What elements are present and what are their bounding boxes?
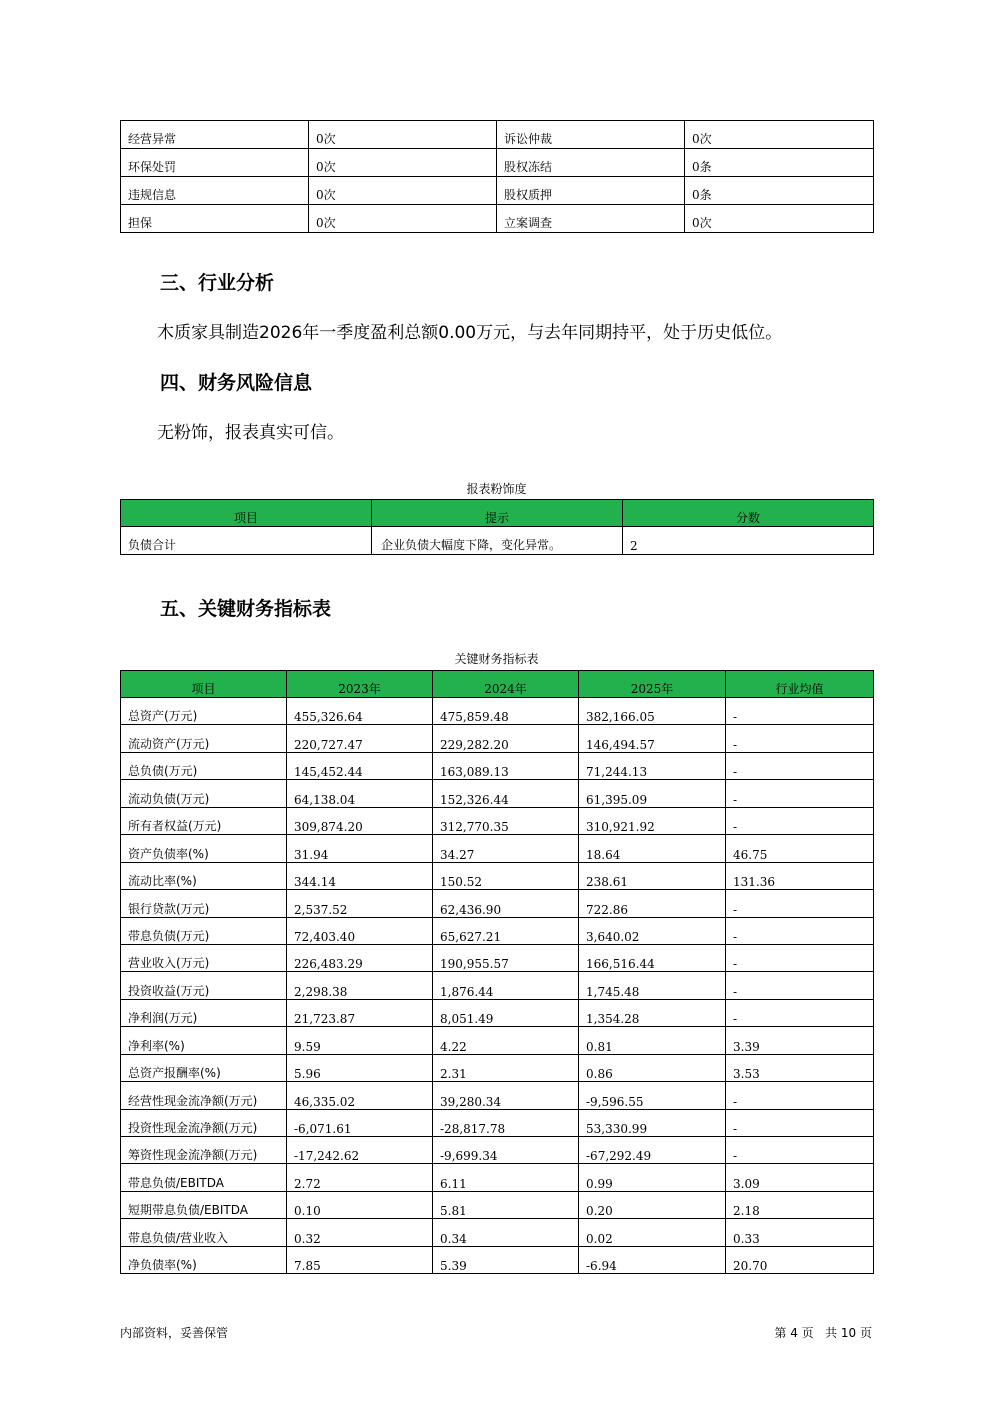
table-cell: 53,330.99 (579, 1109, 726, 1136)
table-cell: 229,282.20 (433, 725, 579, 752)
header-row (121, 500, 874, 527)
table-cell: 担保 (121, 205, 309, 233)
table-cell: 违规信息 (121, 177, 309, 205)
table-cell: 475,859.48 (433, 698, 579, 725)
table-cell: 152,326.44 (433, 780, 579, 807)
table-cell: - (726, 752, 874, 779)
table-cell: 34.27 (433, 835, 579, 862)
table-cell: -9,699.34 (433, 1137, 579, 1164)
table-cell: 7.85 (287, 1246, 433, 1273)
table-cell: 营业收入(万元) (121, 944, 287, 971)
table-row (121, 205, 874, 233)
table-cell: 1,745.48 (579, 972, 726, 999)
table-cell: - (726, 807, 874, 834)
table-cell: 1,876.44 (433, 972, 579, 999)
table-cell: 166,516.44 (579, 944, 726, 971)
table-row (121, 862, 874, 889)
table-cell: 190,955.57 (433, 944, 579, 971)
table-cell: 722.86 (579, 890, 726, 917)
table-cell: 1,354.28 (579, 999, 726, 1026)
table-cell: - (726, 944, 874, 971)
table-cell: -9,596.55 (579, 1082, 726, 1109)
table-cell: 238.61 (579, 862, 726, 889)
table-cell: 总资产报酬率(%) (121, 1054, 287, 1081)
table-cell: 带息负债/EBITDA (121, 1164, 287, 1191)
table-cell: 5.81 (433, 1191, 579, 1218)
table-cell: 立案调查 (497, 205, 685, 233)
table-cell: 净利率(%) (121, 1027, 287, 1054)
column-header: 行业均值 (726, 671, 874, 698)
table-cell: 0.99 (579, 1164, 726, 1191)
table-row (121, 698, 874, 725)
table-cell: -6,071.61 (287, 1109, 433, 1136)
table-cell: 344.14 (287, 862, 433, 889)
table-cell: 226,483.29 (287, 944, 433, 971)
table-cell: -67,292.49 (579, 1137, 726, 1164)
table-cell: 31.94 (287, 835, 433, 862)
table-cell: 455,326.64 (287, 698, 433, 725)
table-cell: 0.34 (433, 1219, 579, 1246)
table-cell: 150.52 (433, 862, 579, 889)
table-cell: 309,874.20 (287, 807, 433, 834)
table-cell: 0.10 (287, 1191, 433, 1218)
table-cell: 负债合计 (121, 527, 372, 555)
table-row (121, 1082, 874, 1109)
table-cell: 18.64 (579, 835, 726, 862)
table-cell: 总负债(万元) (121, 752, 287, 779)
table-cell: 220,727.47 (287, 725, 433, 752)
section4-heading: 四、财务风险信息 (160, 372, 313, 394)
key-financial-table (120, 670, 874, 1274)
table-cell: 0次 (685, 121, 874, 149)
table-cell: 2.18 (726, 1191, 874, 1218)
section4-text: 无粉饰，报表真实可信。 (157, 423, 344, 443)
table-cell: 145,452.44 (287, 752, 433, 779)
table-cell: 2.72 (287, 1164, 433, 1191)
table-cell: 3.53 (726, 1054, 874, 1081)
table-cell: 163,089.13 (433, 752, 579, 779)
table-cell: - (726, 972, 874, 999)
table-cell: 4.22 (433, 1027, 579, 1054)
table-cell: 3.09 (726, 1164, 874, 1191)
table-cell: 0.02 (579, 1219, 726, 1246)
table-cell: - (726, 890, 874, 917)
table-row (121, 835, 874, 862)
section3-text: 木质家具制造2026年一季度盈利总额0.00万元，与去年同期持平，处于历史低位。 (157, 323, 783, 343)
table-row (121, 1109, 874, 1136)
table-cell: 5.39 (433, 1246, 579, 1273)
table-cell: 310,921.92 (579, 807, 726, 834)
table-cell: 62,436.90 (433, 890, 579, 917)
table-row (121, 1137, 874, 1164)
table-cell: 带息负债/营业收入 (121, 1219, 287, 1246)
table-cell: 0条 (685, 177, 874, 205)
table-row (121, 780, 874, 807)
table-cell: 6.11 (433, 1164, 579, 1191)
table-cell: 39,280.34 (433, 1082, 579, 1109)
table-cell: 71,244.13 (579, 752, 726, 779)
table-row (121, 1191, 874, 1218)
table-cell: 银行贷款(万元) (121, 890, 287, 917)
risk-info-table (120, 120, 874, 233)
table-cell: -6.94 (579, 1246, 726, 1273)
page-number: 第 4 页 共 10 页 (774, 1326, 872, 1340)
fraud-table-caption: 报表粉饰度 (466, 482, 527, 496)
table-cell: 20.70 (726, 1246, 874, 1273)
column-header: 分数 (623, 500, 874, 527)
column-header: 2024年 (433, 671, 579, 698)
table-cell: 61,395.09 (579, 780, 726, 807)
table-cell: 2.31 (433, 1054, 579, 1081)
table-row (121, 890, 874, 917)
table-cell: 投资性现金流净额(万元) (121, 1109, 287, 1136)
table-cell: 企业负债大幅度下降，变化异常。 (372, 527, 623, 555)
table-row (121, 1027, 874, 1054)
table-cell: - (726, 1082, 874, 1109)
footer-note: 内部资料，妥善保管 (120, 1326, 229, 1340)
table-cell: 131.36 (726, 862, 874, 889)
table-cell: - (726, 917, 874, 944)
table-cell: 0.20 (579, 1191, 726, 1218)
table-row (121, 972, 874, 999)
table-cell: 0.33 (726, 1219, 874, 1246)
table-cell: 3,640.02 (579, 917, 726, 944)
table-row (121, 944, 874, 971)
column-header: 2023年 (287, 671, 433, 698)
table-cell: 2,537.52 (287, 890, 433, 917)
table-cell: 0次 (685, 205, 874, 233)
table-cell: 净负债率(%) (121, 1246, 287, 1273)
table-cell: - (726, 1137, 874, 1164)
table-cell: 流动资产(万元) (121, 725, 287, 752)
table-cell: 总资产(万元) (121, 698, 287, 725)
table-cell: - (726, 999, 874, 1026)
column-header: 项目 (121, 500, 372, 527)
section3-heading: 三、行业分析 (160, 272, 275, 294)
table-cell: 64,138.04 (287, 780, 433, 807)
table-cell: 股权质押 (497, 177, 685, 205)
column-header: 2025年 (579, 671, 726, 698)
table-cell: - (726, 1109, 874, 1136)
table-cell: 0.86 (579, 1054, 726, 1081)
table-cell: 0条 (685, 149, 874, 177)
table-cell: 0次 (309, 149, 497, 177)
table-row (121, 1219, 874, 1246)
table-cell: 146,494.57 (579, 725, 726, 752)
table-row (121, 149, 874, 177)
table-cell: 诉讼仲裁 (497, 121, 685, 149)
key-table-caption: 关键财务指标表 (454, 652, 539, 666)
column-header: 提示 (372, 500, 623, 527)
table-cell: 8,051.49 (433, 999, 579, 1026)
table-row (121, 807, 874, 834)
table-row (121, 725, 874, 752)
column-header: 项目 (121, 671, 287, 698)
table-row (121, 527, 874, 555)
table-row (121, 1054, 874, 1081)
table-cell: 3.39 (726, 1027, 874, 1054)
section5-heading: 五、关键财务指标表 (160, 598, 332, 620)
table-cell: 资产负债率(%) (121, 835, 287, 862)
table-cell: 0次 (309, 205, 497, 233)
table-cell: 投资收益(万元) (121, 972, 287, 999)
table-cell: - (726, 725, 874, 752)
table-cell: 所有者权益(万元) (121, 807, 287, 834)
table-cell: 0次 (309, 121, 497, 149)
table-cell: - (726, 780, 874, 807)
table-cell: 股权冻结 (497, 149, 685, 177)
fraud-table (120, 499, 874, 555)
table-cell: 0.81 (579, 1027, 726, 1054)
header-row (121, 671, 874, 698)
table-cell: 流动比率(%) (121, 862, 287, 889)
table-cell: 72,403.40 (287, 917, 433, 944)
table-cell: 9.59 (287, 1027, 433, 1054)
table-cell: -28,817.78 (433, 1109, 579, 1136)
table-cell: 382,166.05 (579, 698, 726, 725)
table-cell: 短期带息负债/EBITDA (121, 1191, 287, 1218)
table-cell: 2,298.38 (287, 972, 433, 999)
table-cell: 流动负债(万元) (121, 780, 287, 807)
table-row (121, 177, 874, 205)
table-cell: 经营性现金流净额(万元) (121, 1082, 287, 1109)
table-cell: 经营异常 (121, 121, 309, 149)
table-cell: 65,627.21 (433, 917, 579, 944)
table-cell: 21,723.87 (287, 999, 433, 1026)
table-row (121, 752, 874, 779)
table-row (121, 1246, 874, 1273)
table-row (121, 917, 874, 944)
table-row (121, 999, 874, 1026)
table-cell: 0次 (309, 177, 497, 205)
table-cell: 46,335.02 (287, 1082, 433, 1109)
table-cell: 46.75 (726, 835, 874, 862)
table-cell: 净利润(万元) (121, 999, 287, 1026)
table-cell: 2 (623, 527, 874, 555)
table-cell: 环保处罚 (121, 149, 309, 177)
table-cell: 0.32 (287, 1219, 433, 1246)
table-row (121, 121, 874, 149)
table-cell: 带息负债(万元) (121, 917, 287, 944)
table-cell: - (726, 698, 874, 725)
table-cell: -17,242.62 (287, 1137, 433, 1164)
table-cell: 5.96 (287, 1054, 433, 1081)
table-cell: 312,770.35 (433, 807, 579, 834)
table-row (121, 1164, 874, 1191)
table-cell: 筹资性现金流净额(万元) (121, 1137, 287, 1164)
